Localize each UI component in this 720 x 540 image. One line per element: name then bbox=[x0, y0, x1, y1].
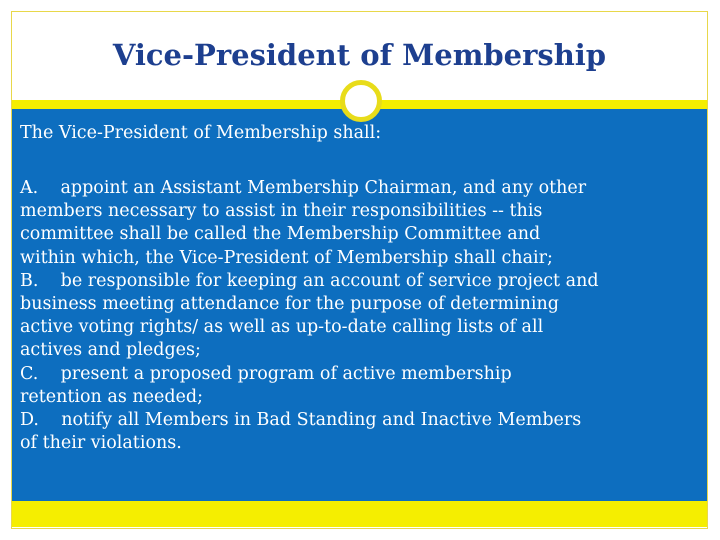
body-line: of their violations. bbox=[20, 433, 182, 454]
body-line: retention as needed; bbox=[20, 386, 203, 407]
body-line: A. appoint an Assistant Membership Chairman, and any other bbox=[20, 178, 587, 198]
footer-bar bbox=[12, 501, 707, 527]
body-line: active voting rights/ as well as up-to-date calling lists of all bbox=[20, 317, 544, 338]
body-line: C. present a proposed program of active membership bbox=[20, 363, 512, 384]
body-line: within which, the Vice-President of Membership shall chair; bbox=[20, 247, 553, 268]
body-paragraph bbox=[20, 177, 599, 455]
body-line: D. notify all Members in Bad Standing and Inactive Members bbox=[20, 410, 582, 431]
lead-sentence: The Vice-President of Membership shall: bbox=[20, 123, 382, 143]
body-line: business meeting attendance for the purpose of determining bbox=[20, 294, 559, 315]
ring-ornament-icon bbox=[340, 80, 382, 122]
body-line: committee shall be called the Membership Committee and bbox=[20, 224, 541, 245]
body-line: actives and pledges; bbox=[20, 340, 201, 361]
body-line: members necessary to assist in their responsibilities -- this bbox=[20, 201, 543, 222]
slide-title: Vice-President of Membership bbox=[112, 38, 607, 72]
body-line: B. be responsible for keeping an account of service project and bbox=[20, 270, 599, 291]
